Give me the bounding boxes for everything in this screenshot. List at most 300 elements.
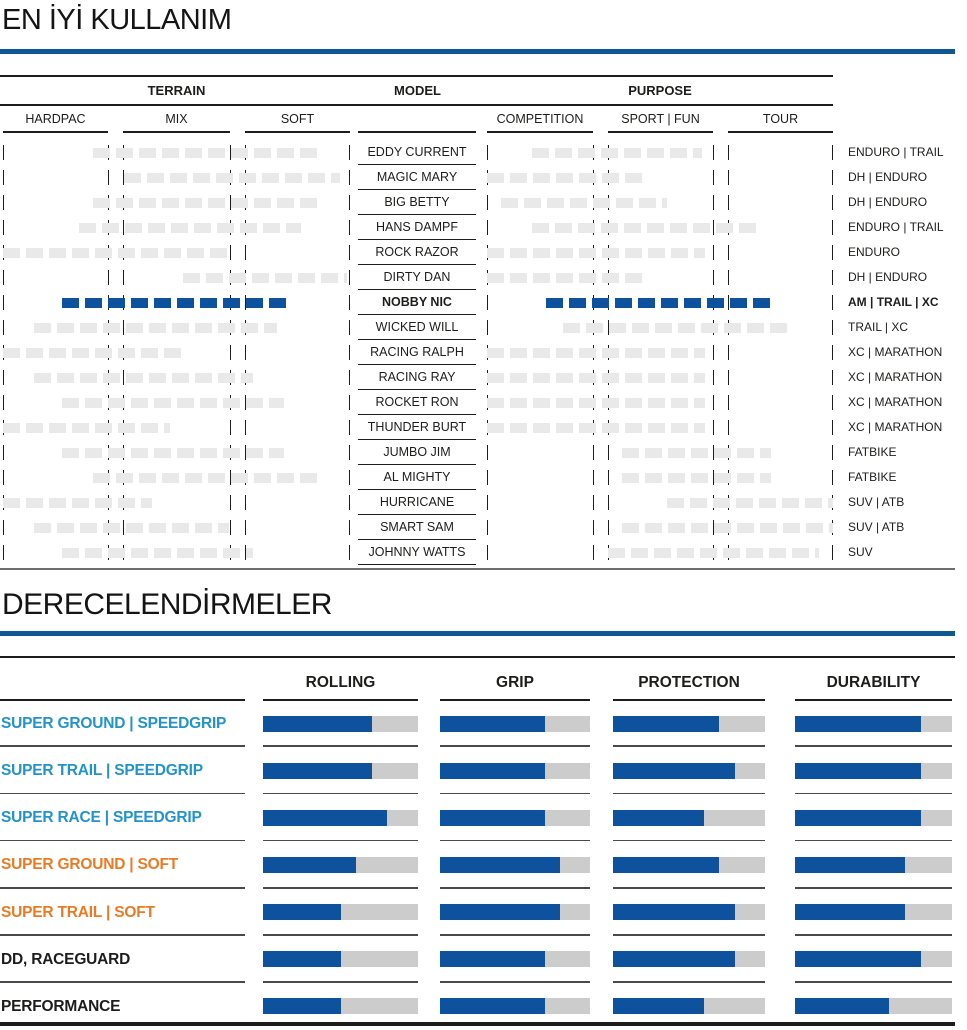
column-tick xyxy=(349,245,350,260)
rating-bar-fill xyxy=(440,716,545,732)
column-tick xyxy=(832,470,833,485)
col-header-hardpac: HARDPAC xyxy=(25,112,86,126)
rating-bar-track xyxy=(440,810,590,826)
rating-row xyxy=(0,794,967,841)
range-bar xyxy=(667,498,833,508)
best-use-label: DH | ENDURO xyxy=(848,170,928,184)
rating-row xyxy=(0,889,967,936)
column-tick xyxy=(3,220,4,235)
rating-bar-fill xyxy=(613,904,735,920)
rating-bar-track xyxy=(263,810,418,826)
range-field xyxy=(3,140,350,165)
model-label: AL MIGHTY xyxy=(383,470,451,484)
range-bar xyxy=(622,473,771,483)
rating-bar-fill xyxy=(613,716,719,732)
range-field xyxy=(3,190,350,215)
column-tick xyxy=(832,270,833,285)
column-tick xyxy=(349,345,350,360)
usage-header-rule-top xyxy=(0,75,833,77)
column-tick xyxy=(487,220,488,235)
range-bar xyxy=(93,148,319,158)
best-use-label: XC | MARATHON xyxy=(848,345,943,359)
range-bar xyxy=(3,498,152,508)
model-label: JOHNNY WATTS xyxy=(368,545,466,559)
col-underline xyxy=(608,131,713,133)
usage-row xyxy=(0,190,967,215)
range-bar xyxy=(546,298,771,308)
rating-row-label: SUPER TRAIL | SOFT xyxy=(1,903,155,921)
best-use-label: SUV | ATB xyxy=(848,520,905,534)
column-tick xyxy=(713,395,714,410)
column-tick xyxy=(349,145,350,160)
best-use-label: ENDURO | TRAIL xyxy=(848,220,944,234)
usage-row xyxy=(0,540,967,565)
range-field xyxy=(487,365,833,390)
range-bar xyxy=(62,298,291,308)
range-field xyxy=(3,165,350,190)
range-bar xyxy=(532,148,702,158)
rating-row-label: SUPER TRAIL | SPEEDGRIP xyxy=(1,762,203,780)
rating-bar-fill xyxy=(263,998,341,1014)
rating-bar-track xyxy=(263,857,418,873)
range-bar xyxy=(622,523,833,533)
range-bar xyxy=(93,473,319,483)
ratings-bottom-rule xyxy=(0,1022,955,1026)
column-tick xyxy=(728,370,729,385)
range-field xyxy=(3,390,350,415)
range-bar xyxy=(487,398,705,408)
range-field xyxy=(487,265,833,290)
column-tick xyxy=(487,545,488,560)
model-label: HURRICANE xyxy=(379,495,455,509)
column-tick xyxy=(3,395,4,410)
column-tick xyxy=(832,420,833,435)
column-tick xyxy=(3,320,4,335)
rating-bar-fill xyxy=(440,810,545,826)
rating-bar-fill xyxy=(440,904,560,920)
column-tick xyxy=(728,145,729,160)
usage-row xyxy=(0,215,967,240)
column-tick xyxy=(608,520,609,535)
rating-bar-track xyxy=(795,763,952,779)
usage-row xyxy=(0,140,967,165)
group-header-model: MODEL xyxy=(394,83,441,98)
column-tick xyxy=(728,195,729,210)
usage-title-underline xyxy=(0,49,955,54)
range-field xyxy=(3,290,350,315)
ratings-header-grip: GRIP xyxy=(496,674,534,691)
rating-bar-track xyxy=(613,716,765,732)
range-bar xyxy=(487,273,646,283)
rating-row-label: SUPER GROUND | SOFT xyxy=(1,856,179,874)
model-label: BIG BETTY xyxy=(384,195,450,209)
rating-bar-fill xyxy=(795,716,921,732)
col-header-competition: COMPETITION xyxy=(496,112,584,126)
column-tick xyxy=(230,520,231,535)
column-tick xyxy=(832,395,833,410)
rating-bar-track xyxy=(263,951,418,967)
rating-bar-fill xyxy=(613,998,704,1014)
column-tick xyxy=(349,195,350,210)
range-bar xyxy=(34,323,277,333)
column-tick xyxy=(3,270,4,285)
column-tick xyxy=(349,170,350,185)
rating-row xyxy=(0,841,967,888)
column-tick xyxy=(832,295,833,310)
column-tick xyxy=(245,420,246,435)
best-use-label: AM | TRAIL | XC xyxy=(848,295,939,309)
usage-row xyxy=(0,165,967,190)
rating-bar-track xyxy=(263,763,418,779)
column-tick xyxy=(349,420,350,435)
range-field xyxy=(487,415,833,440)
column-tick xyxy=(487,195,488,210)
column-tick xyxy=(3,295,4,310)
usage-row xyxy=(0,315,967,340)
rating-bar-track xyxy=(263,998,418,1014)
range-bar xyxy=(124,173,339,183)
range-field xyxy=(487,490,833,515)
model-label: MAGIC MARY xyxy=(376,170,458,184)
range-field xyxy=(3,415,350,440)
range-bar xyxy=(3,423,170,433)
column-tick xyxy=(832,195,833,210)
usage-row xyxy=(0,365,967,390)
usage-row xyxy=(0,290,967,315)
column-tick xyxy=(608,445,609,460)
column-tick xyxy=(728,345,729,360)
rating-bar-track xyxy=(440,716,590,732)
column-tick xyxy=(349,295,350,310)
rating-bar-fill xyxy=(795,810,921,826)
column-tick xyxy=(713,170,714,185)
range-field xyxy=(3,515,350,540)
column-tick xyxy=(123,270,124,285)
rating-bar-fill xyxy=(613,857,719,873)
range-bar xyxy=(532,223,757,233)
range-bar xyxy=(501,198,667,208)
range-field xyxy=(487,340,833,365)
range-bar xyxy=(93,198,319,208)
range-field xyxy=(487,465,833,490)
rating-bar-track xyxy=(440,857,590,873)
column-tick xyxy=(349,320,350,335)
rating-bar-fill xyxy=(440,857,560,873)
column-tick xyxy=(713,420,714,435)
range-field xyxy=(487,215,833,240)
ratings-header-protection: PROTECTION xyxy=(638,674,740,691)
range-bar xyxy=(608,548,819,558)
range-bar xyxy=(62,548,253,558)
best-use-label: SUV xyxy=(848,545,873,559)
column-tick xyxy=(728,420,729,435)
column-tick xyxy=(593,545,594,560)
column-tick xyxy=(349,495,350,510)
range-field xyxy=(3,365,350,390)
column-tick xyxy=(3,545,4,560)
best-use-label: XC | MARATHON xyxy=(848,370,943,384)
rating-bar-fill xyxy=(795,857,905,873)
column-tick xyxy=(108,270,109,285)
column-tick xyxy=(3,445,4,460)
rating-bar-fill xyxy=(440,951,545,967)
column-tick xyxy=(728,270,729,285)
best-use-label: XC | MARATHON xyxy=(848,420,943,434)
usage-section-title: EN İYİ KULLANIM xyxy=(2,4,232,36)
rating-row xyxy=(0,936,967,983)
col-underline xyxy=(3,131,108,133)
column-tick xyxy=(832,220,833,235)
usage-bottom-rule xyxy=(0,568,955,570)
column-tick xyxy=(832,370,833,385)
column-tick xyxy=(3,170,4,185)
usage-row xyxy=(0,265,967,290)
range-field xyxy=(3,340,350,365)
col-header-soft: SOFT xyxy=(280,112,315,126)
rating-bar-track xyxy=(613,810,765,826)
col-header-mix: MIX xyxy=(165,112,188,126)
column-tick xyxy=(349,370,350,385)
range-bar xyxy=(79,223,301,233)
column-tick xyxy=(245,495,246,510)
column-tick xyxy=(832,170,833,185)
column-tick xyxy=(230,245,231,260)
range-field xyxy=(487,140,833,165)
best-use-label: FATBIKE xyxy=(848,445,897,459)
usage-row xyxy=(0,340,967,365)
column-tick xyxy=(230,420,231,435)
usage-row xyxy=(0,515,967,540)
rating-bar-track xyxy=(440,951,590,967)
column-tick xyxy=(349,545,350,560)
column-tick xyxy=(487,445,488,460)
range-field xyxy=(487,515,833,540)
rating-row-label: SUPER GROUND | SPEEDGRIP xyxy=(1,715,227,732)
rating-bar-fill xyxy=(263,716,372,732)
model-label: NOBBY NIC xyxy=(382,295,452,309)
rating-bar-track xyxy=(613,904,765,920)
column-tick xyxy=(487,520,488,535)
column-tick xyxy=(832,145,833,160)
column-tick xyxy=(349,395,350,410)
range-bar xyxy=(3,248,229,258)
range-bar xyxy=(34,373,253,383)
best-use-label: TRAIL | XC xyxy=(848,320,909,334)
column-tick xyxy=(3,520,4,535)
group-header-purpose: PURPOSE xyxy=(628,83,692,98)
range-field xyxy=(487,190,833,215)
best-use-label: DH | ENDURO xyxy=(848,270,928,284)
rating-row xyxy=(0,747,967,794)
ratings-rule-top xyxy=(0,656,955,658)
range-bar xyxy=(3,348,183,358)
range-bar xyxy=(487,348,705,358)
range-field xyxy=(3,540,350,565)
range-bar xyxy=(487,248,705,258)
range-bar xyxy=(183,273,346,283)
rating-bar-fill xyxy=(440,763,545,779)
rating-bar-track xyxy=(795,810,952,826)
column-tick xyxy=(349,470,350,485)
model-label: JUMBO JIM xyxy=(383,445,451,459)
rating-bar-fill xyxy=(263,857,356,873)
column-tick xyxy=(713,195,714,210)
rating-row-label: DD, RACEGUARD xyxy=(1,950,131,968)
range-field xyxy=(487,240,833,265)
range-bar xyxy=(487,373,705,383)
col-underline xyxy=(358,131,476,133)
model-label: EDDY CURRENT xyxy=(367,145,467,159)
model-label: THUNDER BURT xyxy=(367,420,467,434)
usage-row xyxy=(0,390,967,415)
best-use-label: FATBIKE xyxy=(848,470,897,484)
column-tick xyxy=(832,345,833,360)
column-tick xyxy=(349,220,350,235)
model-label: RACING RALPH xyxy=(370,345,464,359)
model-label: DIRTY DAN xyxy=(383,270,451,284)
group-header-terrain: TERRAIN xyxy=(147,83,206,98)
col-underline xyxy=(728,131,833,133)
range-field xyxy=(487,315,833,340)
rating-bar-track xyxy=(795,857,952,873)
column-tick xyxy=(832,245,833,260)
model-label: SMART SAM xyxy=(380,520,454,534)
rating-bar-track xyxy=(613,763,765,779)
best-use-label: ENDURO | TRAIL xyxy=(848,145,944,159)
range-bar xyxy=(62,398,284,408)
column-tick xyxy=(593,495,594,510)
column-tick xyxy=(349,520,350,535)
range-field xyxy=(3,440,350,465)
column-tick xyxy=(593,445,594,460)
rating-bar-track xyxy=(440,904,590,920)
range-field xyxy=(3,240,350,265)
range-field xyxy=(487,440,833,465)
rating-bar-fill xyxy=(613,763,735,779)
column-tick xyxy=(593,470,594,485)
range-bar xyxy=(622,448,771,458)
column-tick xyxy=(593,520,594,535)
column-tick xyxy=(487,470,488,485)
range-field xyxy=(3,265,350,290)
range-bar xyxy=(487,423,705,433)
range-field xyxy=(3,215,350,240)
column-tick xyxy=(3,145,4,160)
column-tick xyxy=(3,195,4,210)
usage-row xyxy=(0,415,967,440)
column-tick xyxy=(728,395,729,410)
best-use-label: XC | MARATHON xyxy=(848,395,943,409)
usage-header-rule-mid xyxy=(0,104,833,106)
rating-bar-fill xyxy=(795,998,889,1014)
usage-row xyxy=(0,240,967,265)
rating-bar-track xyxy=(263,904,418,920)
range-bar xyxy=(34,523,228,533)
col-header-tour: TOUR xyxy=(762,112,799,126)
col-underline xyxy=(123,131,230,133)
range-field xyxy=(3,315,350,340)
rating-bar-track xyxy=(795,716,952,732)
rating-bar-fill xyxy=(263,904,341,920)
rating-bar-fill xyxy=(795,904,905,920)
rating-bar-track xyxy=(795,951,952,967)
column-tick xyxy=(487,495,488,510)
model-label: HANS DAMPF xyxy=(376,220,458,234)
ratings-header-durability: DURABILITY xyxy=(826,674,921,691)
range-field xyxy=(487,390,833,415)
usage-row xyxy=(0,490,967,515)
rating-row xyxy=(0,700,967,747)
column-tick xyxy=(832,320,833,335)
column-tick xyxy=(3,370,4,385)
model-label: ROCKET RON xyxy=(375,395,459,409)
rating-bar-fill xyxy=(263,951,341,967)
column-tick xyxy=(487,295,488,310)
column-tick xyxy=(3,470,4,485)
column-tick xyxy=(349,270,350,285)
rating-bar-fill xyxy=(613,951,735,967)
col-header-sport-fun: SPORT | FUN xyxy=(621,112,700,126)
best-use-label: SUV | ATB xyxy=(848,495,905,509)
range-bar xyxy=(62,448,284,458)
rating-bar-fill xyxy=(613,810,704,826)
column-tick xyxy=(713,270,714,285)
range-field xyxy=(487,540,833,565)
column-tick xyxy=(108,170,109,185)
column-tick xyxy=(832,445,833,460)
column-tick xyxy=(713,370,714,385)
rating-bar-track xyxy=(795,998,952,1014)
column-tick xyxy=(245,245,246,260)
rating-bar-track xyxy=(613,998,765,1014)
column-tick xyxy=(487,320,488,335)
rating-bar-fill xyxy=(263,763,372,779)
range-field xyxy=(487,290,833,315)
rating-row-label: SUPER RACE | SPEEDGRIP xyxy=(1,809,202,827)
column-tick xyxy=(608,470,609,485)
rating-bar-track xyxy=(613,857,765,873)
ratings-header-rolling: ROLLING xyxy=(305,674,376,691)
rating-bar-track xyxy=(263,716,418,732)
usage-row xyxy=(0,465,967,490)
rating-bar-fill xyxy=(795,763,921,779)
range-bar xyxy=(563,323,788,333)
column-tick xyxy=(230,345,231,360)
column-tick xyxy=(713,145,714,160)
range-field xyxy=(487,165,833,190)
model-label: WICKED WILL xyxy=(375,320,459,334)
rating-row-label: PERFORMANCE xyxy=(1,997,121,1015)
column-tick xyxy=(728,170,729,185)
best-use-label: ENDURO xyxy=(848,245,901,259)
column-tick xyxy=(713,245,714,260)
column-tick xyxy=(487,145,488,160)
rating-bar-fill xyxy=(263,810,387,826)
column-tick xyxy=(728,245,729,260)
column-tick xyxy=(245,520,246,535)
column-tick xyxy=(608,495,609,510)
column-tick xyxy=(349,445,350,460)
model-label: ROCK RAZOR xyxy=(375,245,459,259)
rating-bar-fill xyxy=(795,951,921,967)
col-underline xyxy=(245,131,350,133)
column-tick xyxy=(230,495,231,510)
rating-bar-track xyxy=(440,998,590,1014)
column-tick xyxy=(832,545,833,560)
model-label: RACING RAY xyxy=(378,370,456,384)
rating-bar-track xyxy=(795,904,952,920)
usage-row xyxy=(0,440,967,465)
